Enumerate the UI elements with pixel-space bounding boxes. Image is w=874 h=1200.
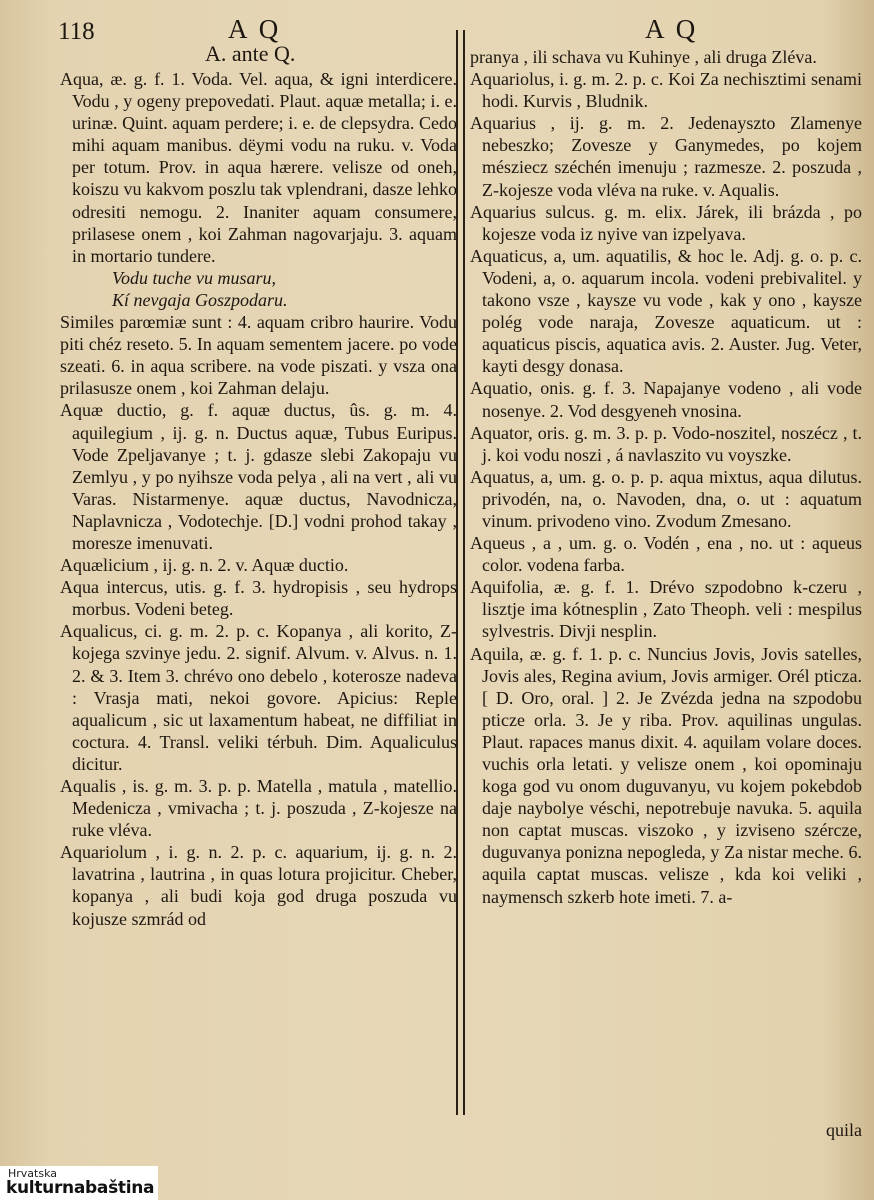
- section-title: A. ante Q.: [205, 41, 296, 66]
- watermark-logo: [0, 1166, 158, 1200]
- dictionary-entry: Aqualicus, ci. g. m. 2. p. c. Kopanya , ali korito, Z-kojega szvinye jedu. 2. signif. Alvum. v. Alvus. n. 1. 2. & 3. Item 3. chrévo ono debelo , koterosze nadeva : Vrasja mati, nekoi govore. Apicius: Reple aqualicum , sic ut laxamentum habeat, ne diffiliat in coctura. 4. Transl. veliki térbuh. Dim. Aqualiculus dicitur.: [60, 621, 457, 774]
- proverb-verse-line: Vodu tuche vu musaru,: [112, 267, 276, 288]
- dictionary-entry: Aquælicium , ij. g. n. 2. v. Aquæ ductio.: [60, 555, 349, 576]
- dictionary-entry: Aquaticus, a, um. aquatilis, & hoc le. Adj. g. o. p. c. Vodeni, a, o. aquarum incola. vodeni prebivalitel. y takono vsze , kaysze vu vode , kak y ono , kaysze polég vode naraja, Zovesze aquaticum. ut : aquaticus piscis, aquatica avis. 2. Auster. Jug. Veter, kayti desgy donasa.: [470, 245, 862, 377]
- watermark-line1: Hrvatska: [8, 1167, 58, 1180]
- dictionary-entry: Aqualis , is. g. m. 3. p. p. Matella , matula , matellio. Medenicza , vmivacha ; t. j. poszuda , Z-kojesze na ruke vléva.: [60, 776, 457, 841]
- catchword: quila: [826, 1120, 862, 1140]
- dictionary-entry: Aquariolum , i. g. n. 2. p. c. aquarium, ij. g. n. 2. lavatrina , lautrina , in quas lotura projicitur. Cheber, kopanya , ali budi koja god druga poszuda vu kojusze szmrád od: [60, 842, 457, 929]
- dictionary-entry: Aquarius sulcus. g. m. elix. Járek, ili brázda , po kojesze voda iz nyive van izpelyava.: [470, 201, 862, 244]
- dictionary-entry: Aqua, æ. g. f. 1. Voda. Vel. aqua, & igni interdicere. Vodu , y ogeny prepovedati. Plaut. aquæ metalla; i. e. urinæ. Quint. aquam perdere; i. e. de clepsydra. Cedo mihi aquam manibus. dëymi vodu na ruku. v. Voda per totum. Prov. in aqua hærere. velisze od oneh, koiszu vu kakvom poszlu tak vplendrani, daszе lehko odresiti nemogu. 2. Inaniter aquam consumere, prilasese onem , koi Zahman nagovarjaju. 3. aquam in mortario tundere.: [60, 69, 457, 266]
- dictionary-entry: Aquila, æ. g. f. 1. p. c. Nuncius Jovis, Jovis satelles, Jovis ales, Regina avium, Jovis armiger. Orél pticza. [ D. Oro, oral. ] 2. Je Zvézda jedna na szpodobu pticze orla. 3. Je y riba. Prov. aquilinas ungulas. Plaut. rapaces manus dixit. 4. aquilam volare doces. vuchis orla letati. y velisze onem , koi opominaju koga god vu onom duguvanyu, vu kojem pokebdob daje naybolye véschi, nepotrebuje navuka. 5. aquila non captat muscas. viszoko , y izviseno szércze, duguvanya ponizna nepogleda, y Za nistar mechе. 6. aquila captat muscas. velisze , kda koi veliki , naymensch szkerb hote imeti. 7. a-: [470, 643, 862, 907]
- dictionary-entry: Aquatio, onis. g. f. 3. Napajanye vodeno , ali vode nosenye. 2. Vod desgyeneh vnosina.: [470, 378, 862, 421]
- dictionary-entry: Aqua intercus, utis. g. f. 3. hydropisis , seu hydrops morbus. Vodeni beteg.: [60, 577, 457, 620]
- right-column: [470, 46, 862, 908]
- page-number: 118: [58, 18, 95, 45]
- dictionary-entry: Aquariolus, i. g. m. 2. p. c. Koi Za nechisztimi senami hodi. Kurvis , Bludnik.: [470, 69, 862, 112]
- running-head-left: A Q: [228, 14, 282, 44]
- dictionary-entry: Aquatus, a, um. g. o. p. p. aqua mixtus, aqua dilutus. privodén, na, o. Navoden, dna, o. ut : aquatum vinum. privodeno vino. Zvodum Zmesano.: [470, 466, 862, 531]
- watermark-line2: kulturnabaština: [6, 1178, 155, 1198]
- left-column: [60, 68, 457, 930]
- dictionary-entry: Aqueus , a , um. g. o. Vodén , ena , no. ut : aqueus color. vodena farba.: [470, 533, 862, 576]
- dictionary-entry: Aquifolia, æ. g. f. 1. Drévo szpodobno k-czeru , lisztje ima kótnesplin , Zato Theoph. veli : mespilus sylvestris. Divji nesplin.: [470, 577, 862, 642]
- running-head-right: A Q: [645, 14, 699, 44]
- dictionary-entry: pranya , ili schava vu Kuhinye , ali druga Zléva.: [470, 47, 817, 67]
- column-rule: [463, 30, 465, 1115]
- dictionary-entry: Aquæ ductio, g. f. aquæ ductus, ûs. g. m. 4. aquilegium , ij. g. n. Ductus aquæ, Tubus Euripus. Vode Zpeljavanye ; t. j. gdasze slebi Zakopaju vu Zemlyu , y po nyihsze voda pelya , ali na vert , ali vu Varas. Nistarmenye. aquæ ductus, Navodnicza, Naplavnicza , Vodotechje. [D.] vodni prohod takay , moresze imenuvati.: [60, 400, 457, 553]
- dictionary-entry: Aquarius , ij. g. m. 2. Jedenaysztо Zlamenye nebeszko; Zovesze y Ganymedes, po kojem mésziecz széchén imenuju ; razmesze. 2. poszuda , Z-kojesze voda vléva na ruke. v. Aqualis.: [470, 113, 862, 200]
- dictionary-entry: Aquator, oris. g. m. 3. p. p. Vodo-noszitel, noszécz , t. j. koi vodu noszi , á navlaszito vu voyszke.: [470, 422, 862, 465]
- dictionary-entry: Similes parœmiæ sunt : 4. aquam cribro haurire. Vodu piti chéz reseto. 5. In aquam sementem jacere. po vode szeati. 6. in aqua scribere. na vode piszati. y vsza ona prilasusze onem , koi Zahman delaju.: [60, 312, 457, 399]
- proverb-verse-line: Kí nevgaja Goszpodaru.: [112, 289, 288, 310]
